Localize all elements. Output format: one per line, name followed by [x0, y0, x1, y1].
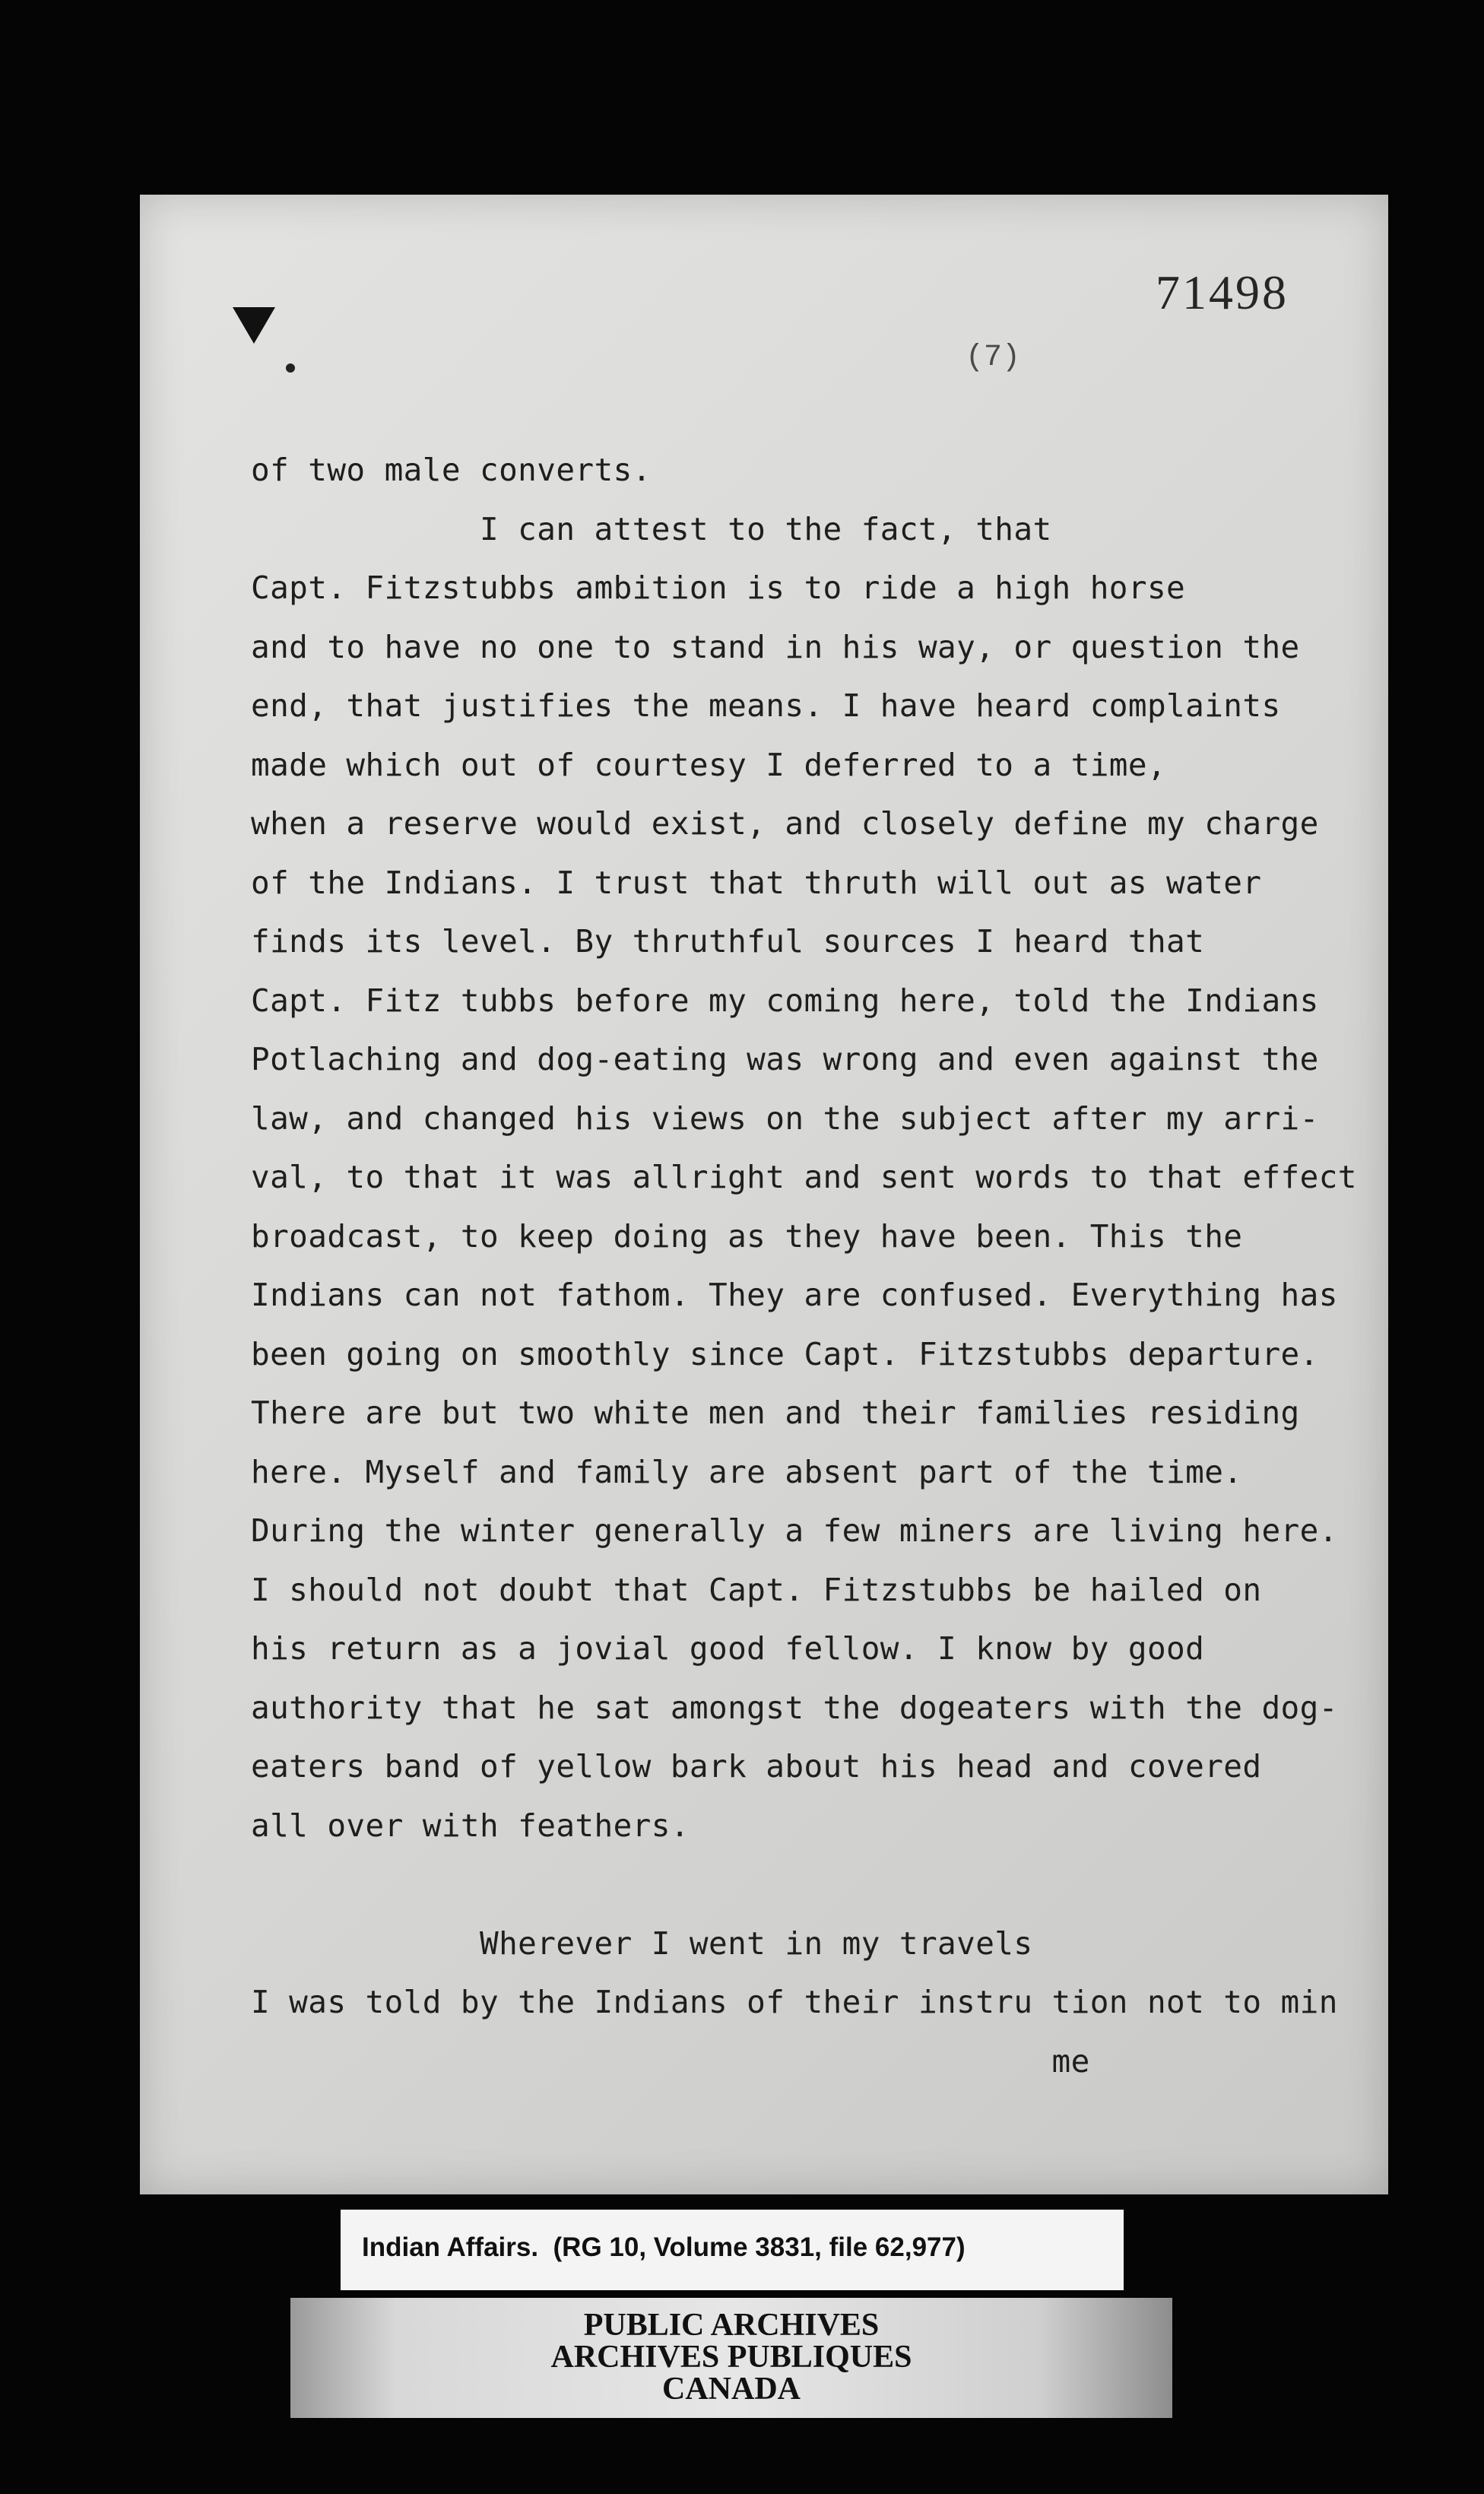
body-line: val, to that it was allright and sent words to that effect	[251, 1159, 1357, 1195]
body-line: I should not doubt that Capt. Fitzstubbs be hailed on	[251, 1571, 1262, 1608]
body-line: of the Indians. I trust that thruth will out as water	[251, 864, 1262, 901]
stamp-line-3: CANADA	[662, 2372, 801, 2407]
body-line: end, that justifies the means. I have heard complaints	[251, 687, 1281, 724]
body-line: made which out of courtesy I deferred to a time,	[251, 746, 1167, 783]
page-number: (7)	[966, 341, 1021, 375]
body-line: During the winter generally a few miners are living here.	[251, 1512, 1338, 1549]
body-line: Wherever I went in my travels	[251, 1924, 1033, 1962]
archive-reference-text: Indian Affairs. (RG 10, Volume 3831, file 62,977)	[362, 2232, 966, 2262]
stamp-line-2: ARCHIVES PUBLIQUES	[550, 2340, 912, 2375]
body-line: authority that he sat amongst the dogeaters with the dog-	[251, 1689, 1338, 1726]
body-line: Capt. Fitzstubbs ambition is to ride a high horse	[251, 570, 1186, 606]
body-line: been going on smoothly since Capt. Fitzstubbs departure.	[251, 1335, 1319, 1372]
body-line: broadcast, to keep doing as they have been. This the	[251, 1217, 1243, 1255]
letter-body-text	[251, 441, 1376, 2091]
body-line: his return as a jovial good fellow. I know by good	[251, 1630, 1205, 1667]
archive-reference-label	[341, 2210, 1124, 2290]
body-line: Indians can not fathom. They are confused. Everything has	[251, 1277, 1338, 1313]
body-line: Potlaching and dog-eating was wrong and even against the	[251, 1041, 1319, 1077]
body-line: here. Myself and family are absent part of the time.	[251, 1453, 1243, 1490]
body-line: There are but two white men and their families residing	[251, 1395, 1300, 1431]
folio-number: 71498	[1156, 265, 1289, 319]
body-line: Capt. Fitz tubbs before my coming here, told the Indians	[251, 982, 1319, 1019]
body-line: law, and changed his views on the subject after my arri-	[251, 1099, 1319, 1137]
body-line: me	[251, 2042, 1090, 2080]
body-line: I was told by the Indians of their instru tion not to min	[251, 1984, 1338, 2020]
ink-dot-mark	[286, 363, 295, 373]
body-line: and to have no one to stand in his way, or question the	[251, 628, 1300, 665]
archives-stamp	[290, 2298, 1172, 2418]
body-line: finds its level. By thruthful sources I heard that	[251, 923, 1205, 960]
body-line: of two male converts.	[251, 452, 652, 488]
body-line: I can attest to the fact, that	[251, 510, 1052, 547]
body-line: when a reserve would exist, and closely define my charge	[251, 805, 1319, 842]
body-line: eaters band of yellow bark about his head and covered	[251, 1748, 1262, 1785]
body-line: all over with feathers.	[251, 1807, 690, 1844]
stamp-line-1: PUBLIC ARCHIVES	[583, 2308, 880, 2343]
triangle-mark-icon	[233, 307, 275, 344]
